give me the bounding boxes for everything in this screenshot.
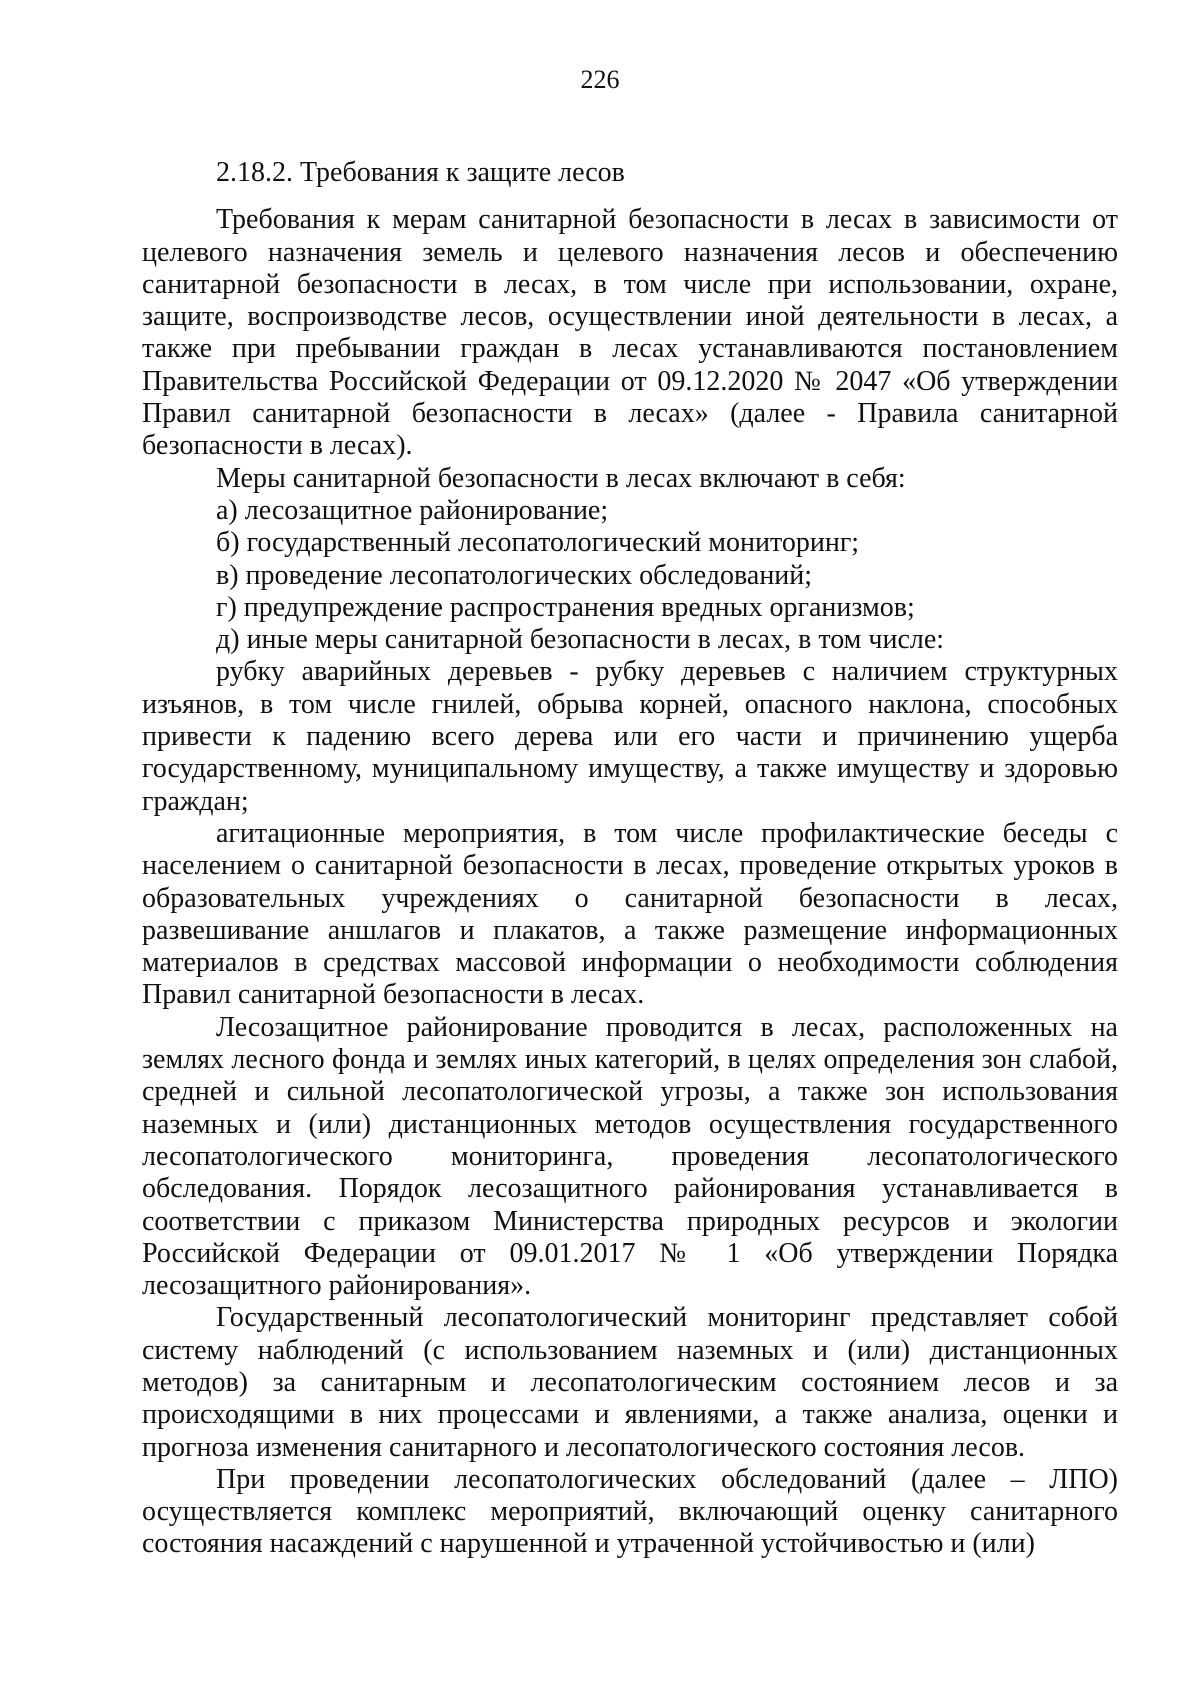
list-item-d: д) иные меры санитарной безопасности в лесах, в том числе:	[216, 624, 945, 656]
document-body	[142, 157, 1118, 1561]
paragraph-surveys: При проведении лесопатологических обследований (далее – ЛПО) осуществляется комплекс мероприятий, включающий оценку санитарного состояния насаждений с нарушенной и утраченной устойчивостью и (или)	[142, 1463, 1118, 1560]
paragraph-zoning: Лесозащитное районирование проводится в лесах, расположенных на землях лесного фонда и землях иных категорий, в целях определения зон слабой, средней и сильной лесопатологической угрозы, а также зон использования наземных и (или) дистанционных методов осуществления государственного лесопатологического мониторинга, проведения лесопатологического обследования. Порядок лесозащитного районирования устанавливается в соответствии с приказом Министерства природных ресурсов и экологии Российской Федерации от 09.01.2017 № 1 «Об утверждении Порядка лесозащитного районирования».	[142, 1011, 1118, 1302]
list-item-a: а) лесозащитное районирование;	[216, 494, 609, 526]
paragraph-requirements: Требования к мерам санитарной безопасности в лесах в зависимости от целевого назначения земель и целевого назначения лесов и обеспечению санитарной безопасности в лесах, в том числе при использовании, охране, защите, воспроизводстве лесов, осуществлении иной деятельности в лесах, а также при пребывании граждан в лесах устанавливаются постановлением Правительства Российской Федерации от 09.12.2020 № 2047 «Об утверждении Правил санитарной безопасности в лесах» (далее - Правила санитарной безопасности в лесах).	[142, 204, 1118, 462]
paragraph-measures-intro: Меры санитарной безопасности в лесах включают в себя:	[216, 462, 906, 494]
section-heading: 2.18.2. Требования к защите лесов	[216, 157, 625, 188]
paragraph-outreach: агитационные мероприятия, в том числе профилактические беседы с населением о санитарной безопасности в лесах, проведение открытых уроков в образовательных учреждениях о санитарной безопасности в лесах, развешивание аншлагов и плакатов, а также размещение информационных материалов в средствах массовой информации о необходимости соблюдения Правил санитарной безопасности в лесах.	[142, 817, 1118, 1011]
paragraph-monitoring: Государственный лесопатологический мониторинг представляет собой систему наблюдений (с использованием наземных и (или) дистанционных методов) за санитарным и лесопатологическим состоянием лесов и за происходящими в них процессами и явлениями, а также анализа, оценки и прогноза изменения санитарного и лесопатологического состояния лесов.	[142, 1302, 1118, 1463]
paragraph-emergency-felling: рубку аварийных деревьев - рубку деревьев с наличием структурных изъянов, в том числе гнилей, обрыва корней, опасного наклона, способных привести к падению всего дерева или его части и причинению ущерба государственному, муниципальному имуществу, а также имуществу и здоровью граждан;	[142, 656, 1118, 817]
list-item-g: г) предупреждение распространения вредных организмов;	[216, 591, 915, 623]
page-number: 226	[580, 65, 620, 94]
list-item-b: б) государственный лесопатологический мониторинг;	[216, 527, 860, 559]
list-item-v: в) проведение лесопатологических обследований;	[216, 559, 813, 591]
